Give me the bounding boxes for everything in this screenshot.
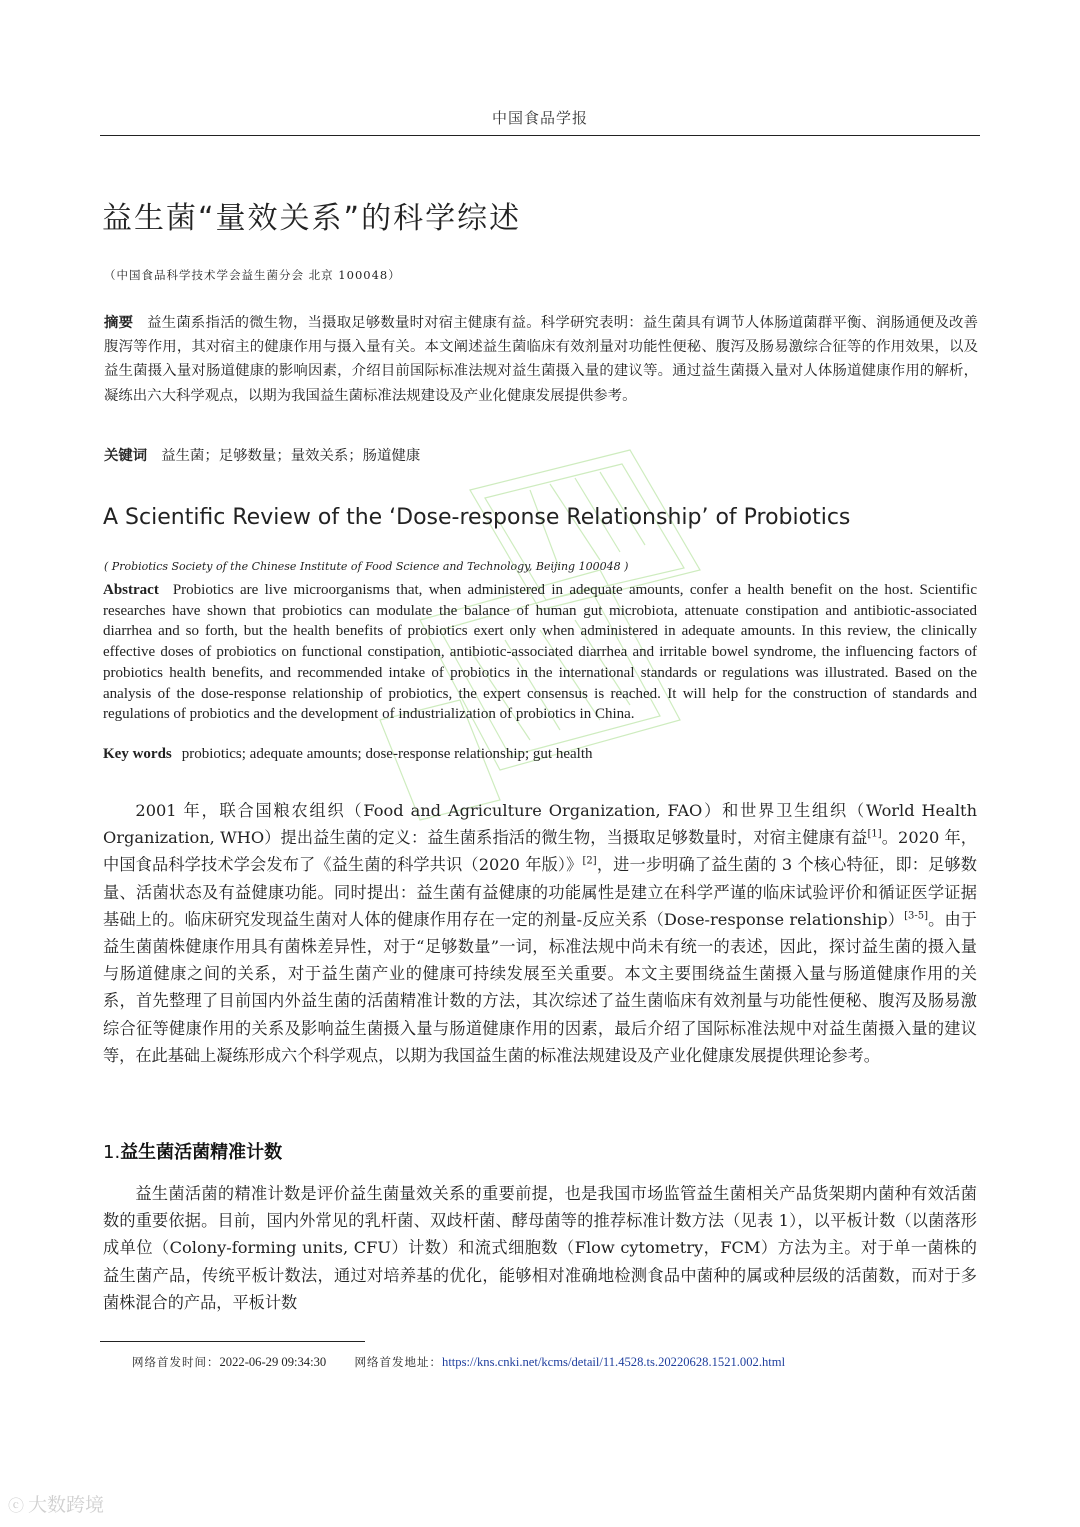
pub-url-label: 网络首发地址： [354, 1357, 443, 1369]
citation-ref-1: [1] [867, 828, 882, 840]
header-rule [100, 135, 980, 136]
abstract-en [103, 580, 977, 725]
abstract-en-label: Abstract [103, 582, 159, 598]
section-1-paragraph: 益生菌活菌的精准计数是评价益生菌量效关系的重要前提，也是我国市场监管益生菌相关产品货架期内菌种有效活菌数的重要依据。目前，国内外常见的乳杆菌、双歧杆菌、酵母菌等的推荐标准计数方法（见表 1），以平板计数（以菌落形成单位（Colony-forming units, CFU）计数）和流式细胞数（Flow cytometry，FCM）方法为主。对于单一菌株的益生菌产品，传统平板计数法，通过对培养基的优化，能够相对准确地检测食品中菌种的属或种层级的活菌数，而对于多菌株混合的产品，平板计数 [103, 1184, 977, 1312]
section-1-heading [103, 1138, 282, 1164]
affiliation-en: ( Probiotics Society of the Chinese Institute of Food Science and Technology, Beijing 100048 ) [104, 560, 629, 573]
pub-url-link[interactable]: https://kns.cnki.net/kcms/detail/11.4528.ts.20220628.1521.002.html [442, 1355, 786, 1369]
abstract-zh-text: 益生菌系指活的微生物，当摄取足够数量时对宿主健康有益。科学研究表明：益生菌具有调节人体肠道菌群平衡、润肠通便及改善腹泻等作用，其对宿主的健康作用与摄入量有关。本文阐述益生菌临床有效剂量对功能性便秘、腹泻及肠易激综合征等的作用效果，以及益生菌摄入量对肠道健康的影响因素，介绍目前国际标准法规对益生菌摄入量的建议等。通过益生菌摄入量对人体肠道健康作用的解析，凝练出六大科学观点，以期为我国益生菌标准法规建设及产业化健康发展提供参考。 [104, 315, 978, 404]
intro-paragraph [103, 797, 977, 1069]
intro-text-c: ，进一步明确了益生菌的 3 个核心特征，即：足够数量、活菌状态及有益健康功能。同时提出：益生菌有益健康的功能属性是建立在科学严谨的临床试验评价和循证医学证据基础上的。临床研究发现益生菌对人体的健康作用存在一定的剂量-反应关系（Dose-response relationship） [103, 855, 977, 929]
keywords-zh [104, 444, 420, 468]
keywords-zh-label: 关键词 [104, 447, 148, 464]
footnote-rule [100, 1341, 365, 1342]
intro-text-a: 2001 年，联合国粮农组织（Food and Agriculture Organization, FAO）和世界卫生组织（World Health Organization, WHO）提出益生菌的定义：益生菌系指活的微生物，当摄取足够数量时，对宿主健康有益 [103, 801, 977, 848]
abstract-zh-label: 摘要 [104, 314, 134, 331]
keywords-en-label: Key words [103, 746, 172, 762]
citation-ref-3-5: [3-5] [904, 910, 928, 922]
online-publication-info [132, 1354, 785, 1370]
section-1-title: 益生菌活菌精准计数 [120, 1142, 283, 1163]
pub-time-label: 网络首发时间： [132, 1357, 220, 1369]
keywords-en-text: probiotics; adequate amounts; dose-response relationship; gut health [181, 746, 593, 762]
abstract-en-text: Probiotics are live microorganisms that, when administered in adequate amounts, confer a health benefit on the host. Scientific researches have shown that probiotics can modulate the balance of human gut microbiota, attenuate constipation and antibiotic-associated diarrhea and so forth, but the health benefits of probiotics exert only when administered in adequate amounts. In this review, the clinically effective doses of probiotics on functional constipation, antibiotic-associated diarrhea and irritable bowel syndrome, the influencing factors of probiotics health benefits, and recommended intake of probiotics in the international standards or regulations was illustrated. Based on the analysis of the dose-response relationship of probiotics, the expert consensus is reached. It will help for the construction of standards and regulations of probiotics and the development of industrialization of probiotics in China. [103, 582, 977, 723]
abstract-zh [104, 311, 978, 408]
paper-title-en: A Scientific Review of the ‘Dose-response Relationship’ of Probiotics [103, 505, 851, 530]
pub-time: 2022-06-29 09:34:30 [219, 1355, 327, 1369]
paper-title-zh: 益生菌“量效关系”的科学综述 [102, 201, 522, 236]
corner-logo-text: 大数跨境 [28, 1494, 105, 1516]
section-1-number: 1. [103, 1142, 121, 1163]
intro-text-b: 。2020 年，中国食品科学技术学会发布了《益生菌的科学共识（2020 年版）》 [103, 828, 977, 875]
citation-ref-2: [2] [582, 856, 597, 868]
intro-text-d: 。由于益生菌菌株健康作用具有菌株差异性，对于“足够数量”一词，标准法规中尚未有统一的表述，因此，探讨益生菌的摄入量与肠道健康之间的关系，对于益生菌产业的健康可持续发展至关重要。本文主要围绕益生菌摄入量与肠道健康作用的关系，首先整理了目前国内外益生菌的活菌精准计数的方法，其次综述了益生菌临床有效剂量与功能性便秘、腹泻及肠易激综合征等健康作用的关系及影响益生菌摄入量与肠道健康作用的因素，最后介绍了国际标准法规中对益生菌摄入量的建议等，在此基础上凝练形成六个科学观点，以期为我国益生菌的标准法规建设及产业化健康发展提供理论参考。 [103, 909, 977, 1065]
journal-running-head: 中国食品学报 [491, 109, 588, 127]
affiliation-zh: （中国食品科学技术学会益生菌分会 北京 100048） [104, 268, 401, 282]
logo-icon: ⓒ [8, 1496, 25, 1515]
corner-watermark-logo [8, 1490, 104, 1517]
keywords-en [103, 744, 593, 764]
keywords-zh-text: 益生菌；足够数量；量效关系；肠道健康 [161, 448, 421, 464]
